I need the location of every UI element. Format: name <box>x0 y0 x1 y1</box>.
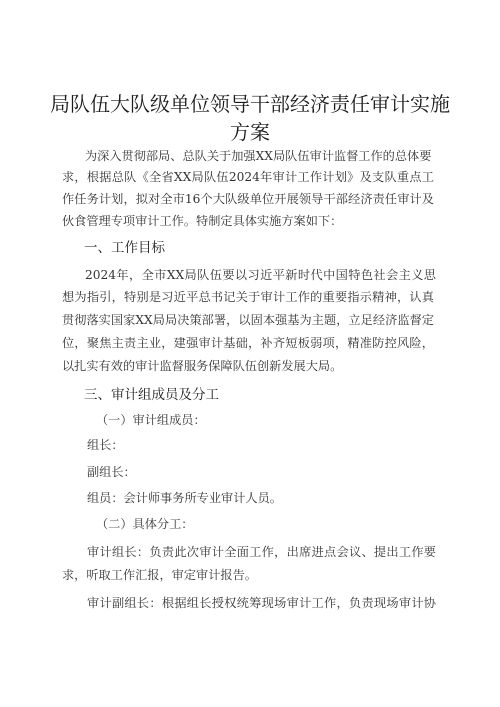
intro-line-4: 伙食管理专项审计工作。特制定具体实施方案如下： <box>62 214 343 228</box>
duty-leader-line-2: 求，听取工作汇报，审定审计报告。 <box>62 568 257 582</box>
goals-line-2: 想为指引，特别是习近平总书记关于审计工作的重要指示精神，认真 <box>62 290 434 304</box>
intro-line-2: 求，根据总队《全省XX局队伍2024年审计工作计划》及支队重点工 <box>62 170 434 184</box>
team-deputy-line: 副组长： <box>87 465 136 479</box>
document-title-line-1: 局队伍大队级单位领导干部经济责任审计实施 <box>50 92 450 116</box>
duty-leader-line-1: 审计组长：负责此次审计全面工作，出席进点会议、提出工作要 <box>87 545 436 559</box>
duty-deputy-line-1: 审计副组长：根据组长授权统筹现场审计工作，负责现场审计协 <box>87 596 436 610</box>
intro-line-3: 作任务计划，拟对全市16个大队级单位开展领导干部经济责任审计及 <box>62 192 434 206</box>
subsection-team-members: （一）审计组成员： <box>96 413 206 427</box>
intro-line-1: 为深入贯彻部局、总队关于加强XX局队伍审计监督工作的总体要 <box>85 149 432 163</box>
team-leader-line: 组长： <box>87 438 124 452</box>
goals-line-1: 2024年，全市XX局队伍要以习近平新时代中国特色社会主义思 <box>85 268 436 282</box>
goals-line-3: 贯彻落实国家XX局局决策部署，以固本强基为主题，立足经济监督定 <box>62 313 434 327</box>
document-title-line-2: 方案 <box>230 120 270 144</box>
goals-line-5: 以扎实有效的审计监督服务保障队伍创新发展大局。 <box>62 359 343 373</box>
goals-line-4: 位，聚焦主责主业，建强审计基础，补齐短板弱项，精准防控风险， <box>62 336 434 350</box>
section-heading-goals: 一、工作目标 <box>84 240 165 256</box>
subsection-duties: （二）具体分工： <box>96 517 194 531</box>
team-members-line: 组员：会计师事务所专业审计人员。 <box>87 491 282 505</box>
section-heading-audit-team: 三、审计组成员及分工 <box>84 387 219 403</box>
